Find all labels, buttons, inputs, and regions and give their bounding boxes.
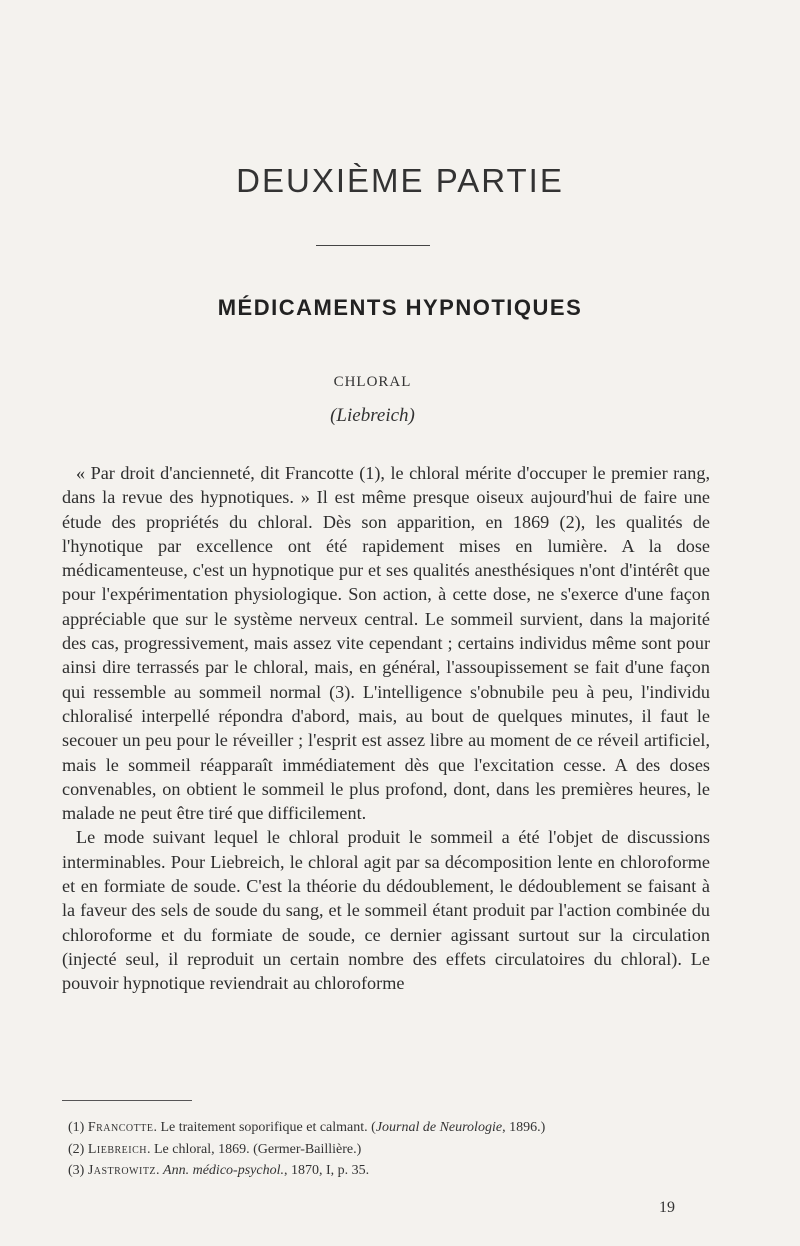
footnote-divider <box>62 1100 192 1101</box>
footnote-1 <box>68 1117 708 1139</box>
footnote-number: (2) <box>68 1141 85 1157</box>
paragraph-2: Le mode suivant lequel le chloral produit le sommeil a été l'objet de discussions interminables. Pour Liebreich, le chloral agit par sa décomposition lente en chloroforme et en formiate de soude. C'est la théorie du dédoublement, le dédoublement se faisant à la faveur des sels de soude du sang, et le sommeil étant produit par l'action combinée du chloroforme et du formiate de soude, ce dernier agissant surtout sur la circulation (injecté seul, il reproduit un certain nombre des effets circulatoires du chloral). Le pouvoir hypnotique reviendrait au chloroforme <box>62 827 710 994</box>
footnote-number: (3) <box>68 1163 85 1178</box>
footnote-author: Liebreich <box>87 1141 147 1157</box>
subsection-title: CHLORAL <box>333 374 412 390</box>
footnotes <box>68 1117 708 1182</box>
footnote-source: Ann. médico-psychol. <box>163 1163 284 1178</box>
footnote-number: (1) <box>68 1120 85 1135</box>
footnote-author: Francotte <box>87 1120 154 1135</box>
body-text <box>62 461 710 996</box>
footnote-3 <box>68 1160 708 1182</box>
footnote-2 <box>68 1139 708 1161</box>
footnote-source: Journal de Neurologie <box>375 1120 503 1135</box>
part-title: DEUXIÈME PARTIE <box>236 162 564 199</box>
footnote-text: . Le chloral, 1869. (Germer-Baillière.) <box>147 1141 362 1157</box>
footnote-text: . Le traitement soporifique et calmant. ( <box>153 1120 376 1135</box>
paragraph-1: « Par droit d'ancienneté, dit Francotte (1), le chloral mérite d'occuper le premier rang, dans la revue des hypnotiques. » Il est même presque oiseux aujourd'hui de faire une étude des propriétés du chloral. Dès son apparition, en 1869 (2), les qualités de l'hynotique par excellence ont été rapidement mises en lumière. A la dose médicamenteuse, c'est un hypnotique pur et ses qualités anesthésiques n'ont d'intérêt que pour l'expérimentation physiologique. Son action, à cette dose, ne s'exerce d'une façon appréciable que sur le système nerveux central. Le sommeil survient, dans la majorité des cas, progressivement, mais assez vite cependant ; certains individus même sont pour ainsi dire terrassés par le chloral, mais, en général, l'assoupissement se fait d'une façon qui ressemble au sommeil normal (3). L'intelligence s'obnubile peu à peu, l'individu chloralisé interpellé répondra d'abord, mais, au bout de quelques minutes, il faut le secouer un peu pour le réveiller ; l'esprit est assez libre au moment de ce réveil artificiel, mais le sommeil réapparaît immédiatement dès que l'excitation cesse. A des doses convenables, on obtient le sommeil le plus profond, dont, dans les premières heures, le malade ne peut être tiré que difficilement. <box>62 463 710 824</box>
footnote-author: Jastrowitz <box>87 1163 157 1178</box>
footnote-tail: , 1896.) <box>502 1120 546 1135</box>
footnote-text: . <box>156 1163 164 1178</box>
author-attribution: (Liebreich) <box>330 405 415 426</box>
title-divider <box>316 245 430 246</box>
page-number: 19 <box>659 1199 675 1216</box>
section-title: MÉDICAMENTS HYPNOTIQUES <box>217 295 583 320</box>
footnote-tail: , 1870, I, p. 35. <box>283 1163 370 1178</box>
